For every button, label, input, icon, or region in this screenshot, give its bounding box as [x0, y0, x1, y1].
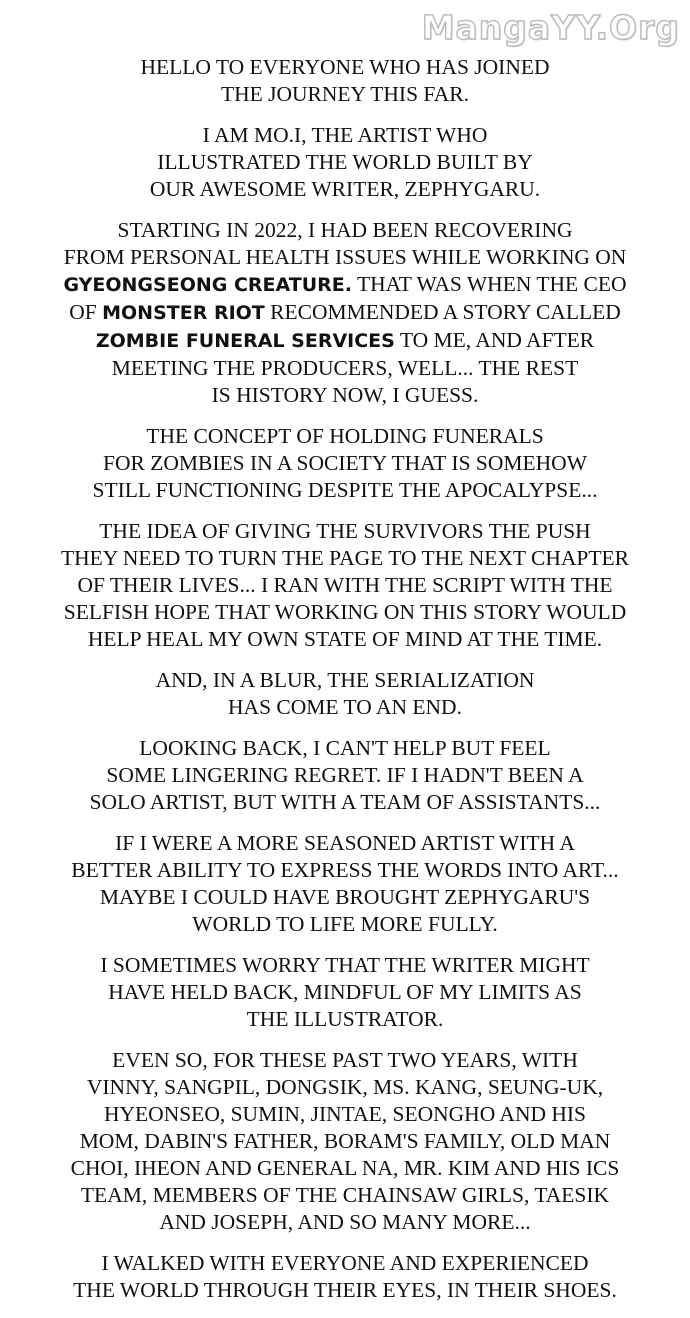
- text-segment: HYEONSEO, SUMIN, JINTAE, SEONGHO AND HIS: [103, 1102, 587, 1126]
- text-line: [0, 572, 690, 599]
- text-line: [0, 1047, 690, 1074]
- text-segment: HELLO TO EVERYONE WHO HAS JOINED: [140, 55, 550, 79]
- text-segment: STILL FUNCTIONING DESPITE THE APOCALYPSE...: [92, 478, 598, 502]
- afterword-paragraph: [0, 122, 690, 203]
- text-segment: EVEN SO, FOR THESE PAST TWO YEARS, WITH: [112, 1048, 578, 1072]
- text-line: [0, 1209, 690, 1236]
- afterword-paragraph: [0, 735, 690, 816]
- afterword-paragraph: [0, 830, 690, 938]
- text-segment: SOLO ARTIST, BUT WITH A TEAM OF ASSISTANTS...: [89, 790, 601, 814]
- text-segment: LOOKING BACK, I CAN'T HELP BUT FEEL: [139, 736, 551, 760]
- title-emphasis: ZOMBIE FUNERAL SERVICES: [95, 330, 395, 352]
- text-line: [0, 830, 690, 857]
- text-segment: I WALKED WITH EVERYONE AND EXPERIENCED: [101, 1251, 589, 1275]
- text-line: [0, 327, 690, 355]
- text-segment: HAVE HELD BACK, MINDFUL OF MY LIMITS AS: [108, 980, 582, 1004]
- text-line: [0, 1277, 690, 1304]
- text-line: [0, 122, 690, 149]
- text-line: [0, 176, 690, 203]
- text-line: [0, 299, 690, 327]
- text-line: [0, 1250, 690, 1277]
- title-emphasis: MONSTER RIOT: [102, 302, 265, 324]
- text-line: [0, 884, 690, 911]
- afterword-paragraph: [0, 217, 690, 409]
- text-line: [0, 667, 690, 694]
- text-segment: HELP HEAL MY OWN STATE OF MIND AT THE TIME.: [87, 627, 603, 651]
- text-segment: THE IDEA OF GIVING THE SURVIVORS THE PUSH: [99, 519, 591, 543]
- text-line: [0, 477, 690, 504]
- text-segment: ILLUSTRATED THE WORLD BUILT BY: [157, 150, 533, 174]
- text-segment: THE WORLD THROUGH THEIR EYES, IN THEIR SHOES.: [73, 1278, 617, 1302]
- text-line: [0, 857, 690, 884]
- text-line: [0, 694, 690, 721]
- text-line: [0, 518, 690, 545]
- text-segment: SOME LINGERING REGRET. IF I HADN'T BEEN A: [106, 763, 584, 787]
- text-line: [0, 762, 690, 789]
- text-segment: THEY NEED TO TURN THE PAGE TO THE NEXT CHAPTER: [61, 546, 629, 570]
- text-segment: I SOMETIMES WORRY THAT THE WRITER MIGHT: [100, 953, 590, 977]
- text-line: [0, 1155, 690, 1182]
- text-line: [0, 423, 690, 450]
- text-segment: STARTING IN 2022, I HAD BEEN RECOVERING: [117, 218, 573, 242]
- afterword-paragraph: [0, 423, 690, 504]
- text-segment: HAS COME TO AN END.: [228, 695, 462, 719]
- text-segment: OF THEIR LIVES... I RAN WITH THE SCRIPT WITH THE: [77, 573, 613, 597]
- afterword-paragraph: [0, 1047, 690, 1236]
- text-line: [0, 244, 690, 271]
- text-segment: RECOMMENDED A STORY CALLED: [264, 300, 621, 324]
- text-segment: VINNY, SANGPIL, DONGSIK, MS. KANG, SEUNG-UK,: [86, 1075, 604, 1099]
- text-segment: MOM, DABIN'S FATHER, BORAM'S FAMILY, OLD MAN: [79, 1129, 611, 1153]
- afterword-text: [0, 54, 690, 1318]
- text-segment: WORLD TO LIFE MORE FULLY.: [192, 912, 498, 936]
- text-segment: MEETING THE PRODUCERS, WELL... THE REST: [111, 356, 579, 380]
- text-segment: FOR ZOMBIES IN A SOCIETY THAT IS SOMEHOW: [103, 451, 587, 475]
- text-line: [0, 735, 690, 762]
- text-line: [0, 952, 690, 979]
- text-line: [0, 789, 690, 816]
- text-line: [0, 1006, 690, 1033]
- text-line: [0, 450, 690, 477]
- text-segment: OUR AWESOME WRITER, ZEPHYGARU.: [149, 177, 541, 201]
- afterword-paragraph: [0, 518, 690, 653]
- text-segment: TO ME, AND AFTER: [394, 328, 595, 352]
- text-line: [0, 545, 690, 572]
- text-segment: FROM PERSONAL HEALTH ISSUES WHILE WORKING ON: [63, 245, 627, 269]
- text-line: [0, 979, 690, 1006]
- text-segment: THE ILLUSTRATOR.: [246, 1007, 444, 1031]
- afterword-paragraph: [0, 667, 690, 721]
- text-segment: AND, IN A BLUR, THE SERIALIZATION: [155, 668, 535, 692]
- text-line: [0, 54, 690, 81]
- text-line: [0, 149, 690, 176]
- text-segment: TEAM, MEMBERS OF THE CHAINSAW GIRLS, TAESIK: [80, 1183, 610, 1207]
- text-segment: IS HISTORY NOW, I GUESS.: [211, 383, 479, 407]
- site-watermark: MangaYY.Org: [421, 8, 680, 47]
- text-segment: MAYBE I COULD HAVE BROUGHT ZEPHYGARU'S: [99, 885, 591, 909]
- text-line: [0, 911, 690, 938]
- text-segment: AND JOSEPH, AND SO MANY MORE...: [159, 1210, 531, 1234]
- text-line: [0, 1074, 690, 1101]
- text-line: [0, 271, 690, 299]
- afterword-paragraph: [0, 952, 690, 1033]
- text-line: [0, 599, 690, 626]
- afterword-paragraph: [0, 1250, 690, 1304]
- text-segment: THE JOURNEY THIS FAR.: [220, 82, 470, 106]
- text-line: [0, 81, 690, 108]
- text-segment: THE CONCEPT OF HOLDING FUNERALS: [146, 424, 544, 448]
- text-line: [0, 1182, 690, 1209]
- text-line: [0, 1128, 690, 1155]
- text-segment: IF I WERE A MORE SEASONED ARTIST WITH A: [115, 831, 575, 855]
- afterword-paragraph: [0, 54, 690, 108]
- title-emphasis: GYEONGSEONG CREATURE.: [63, 274, 352, 296]
- text-segment: BETTER ABILITY TO EXPRESS THE WORDS INTO ART...: [71, 858, 619, 882]
- text-line: [0, 382, 690, 409]
- text-line: [0, 1101, 690, 1128]
- text-segment: I AM MO.I, THE ARTIST WHO: [202, 123, 488, 147]
- text-line: [0, 626, 690, 653]
- text-line: [0, 217, 690, 244]
- text-segment: CHOI, IHEON AND GENERAL NA, MR. KIM AND HIS ICS: [70, 1156, 620, 1180]
- text-segment: OF: [69, 300, 103, 324]
- text-line: [0, 355, 690, 382]
- text-segment: SELFISH HOPE THAT WORKING ON THIS STORY WOULD: [63, 600, 627, 624]
- text-segment: THAT WAS WHEN THE CEO: [351, 272, 627, 296]
